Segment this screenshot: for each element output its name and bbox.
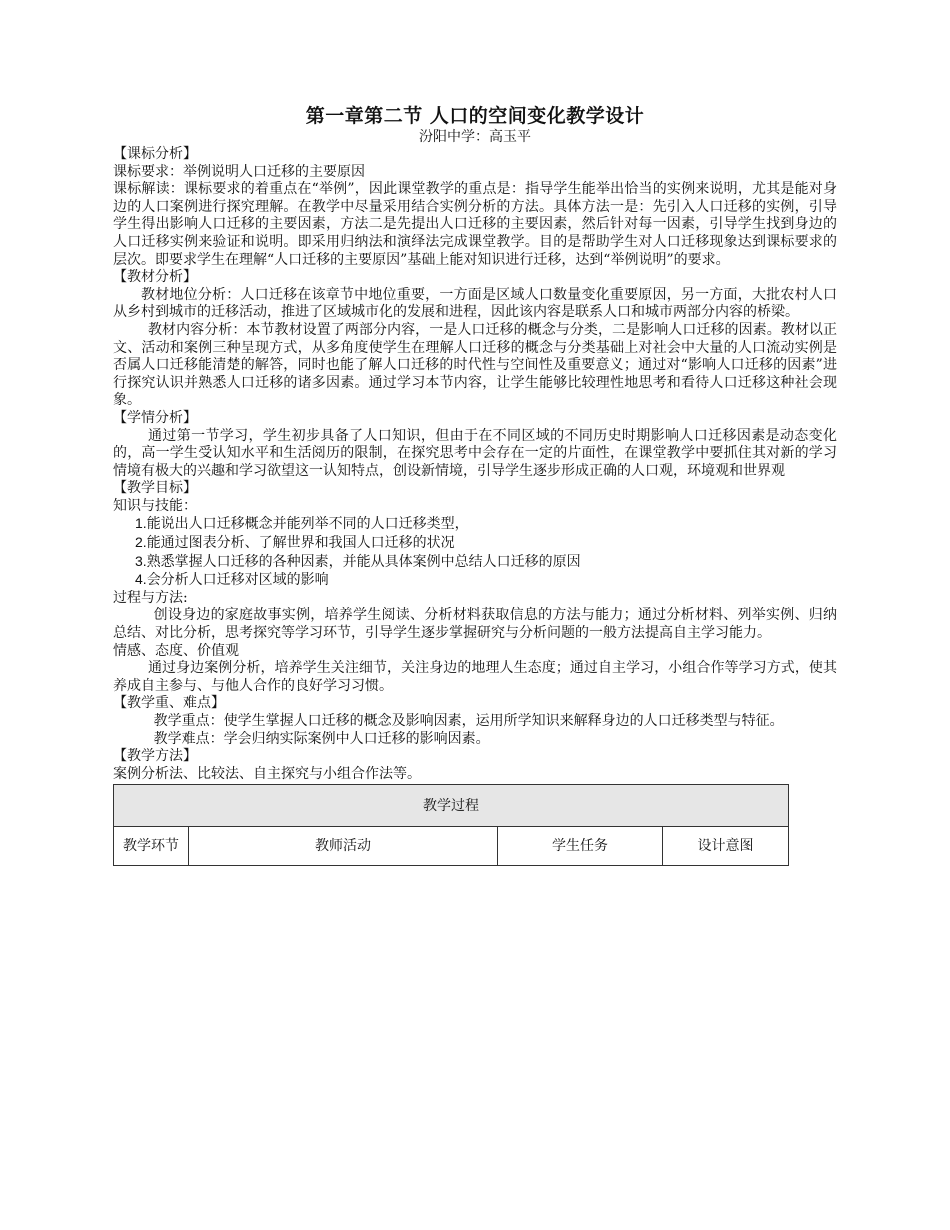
key-point: 教学重点：使学生掌握人口迁移的概念及影响因素，运用所学知识来解释身边的人口迁移类型与特征。 (153, 713, 784, 729)
knowledge-label: 知识与技能： (113, 497, 197, 514)
section-heading-zhongdian: 【教学重、难点】 (113, 695, 225, 712)
jiaocai-position: 教材地位分析：人口迁移在该章节中地位重要，一方面是区域人口数量变化重要原因，另一方面，大批农村人口从乡村到城市的迁移活动，推进了区域城市化的发展和进程，因此该内容是联系人口和城市两部分内容的桥梁。 (113, 286, 837, 321)
knowledge-item: 3.熟悉掌握人口迁移的各种因素，并能从具体案例中总结人口迁移的原因 (135, 552, 581, 570)
author-line: 汾阳中学：高玉平 (419, 129, 531, 145)
table-header-cell: 设计意图 (663, 827, 789, 866)
kebiao-interpretation: 课标解读：课标要求的着重点在“举例”，因此课堂教学的重点是：指导学生能举出恰当的实例来说明，尤其是能对身边的人口案例进行探究理解。在教学中尽量采用结合实例分析的方法。具体方法一是：先引入人口迁移的实例，引导学生得出影响人口迁移的主要因素，方法二是先提出人口迁移的主要因素，然后针对每一因素，引导学生找到身边的人口迁移实例来验证和说明。即采用归纳法和演绎法完成课堂教学。目的是帮助学生对人口迁移现象达到课标要求的层次。即要求学生在理解“人口迁移的主要原因”基础上能对知识进行迁移，达到“举例说明”的要求。 (113, 181, 837, 268)
knowledge-item: 1.能说出人口迁移概念并能列举不同的人口迁移类型， (135, 515, 469, 533)
knowledge-item: 4.会分析人口迁移对区域的影响 (135, 571, 329, 589)
emotion-body: 通过身边案例分析，培养学生关注细节，关注身边的地理人生态度；通过自主学习，小组合作等学习方式，使其养成自主参与、与他人合作的良好学习习惯。 (113, 660, 837, 694)
table-header-cell: 教学环节 (114, 827, 189, 866)
process-label: 过程与方法: (113, 589, 188, 606)
section-heading-jiaocai: 【教材分析】 (113, 269, 197, 286)
process-body: 创设身边的家庭故事实例，培养学生阅读、分析材料获取信息的方法与能力；通过分析材料、列举实例、归纳总结、对比分析，思考探究等学习环节，引导学生逐步掌握研究与分析问题的一般方法提高自主学习能力。 (113, 607, 837, 642)
process-table (113, 784, 789, 866)
difficult-point: 教学难点：学会归纳实际案例中人口迁移的影响因素。 (153, 730, 490, 747)
table-header-cell: 学生任务 (498, 827, 663, 866)
section-heading-kebiao: 【课标分析】 (113, 146, 197, 162)
section-heading-xueqing: 【学情分析】 (113, 409, 197, 426)
table-title: 教学过程 (114, 785, 789, 827)
table-header-cell: 教师活动 (189, 827, 498, 866)
section-heading-mubiao: 【教学目标】 (113, 480, 197, 497)
knowledge-item: 2.能通过图表分析、了解世界和我国人口迁移的状况 (135, 534, 455, 552)
emotion-label: 情感、态度、价值观 (113, 642, 239, 659)
method-body: 案例分析法、比较法、自主探究与小组合作法等。 (113, 765, 421, 782)
page-title: 第一章第二节 人口的空间变化教学设计 (305, 105, 645, 127)
jiaocai-content: 教材内容分析：本节教材设置了两部分内容，一是人口迁移的概念与分类，二是影响人口迁移的因素。教材以正文、活动和案例三种呈现方式，从多角度使学生在理解人口迁移的概念与分类基础上对社会中大量的人口流动实例是否属人口迁移能清楚的解答，同时也能了解人口迁移的时代性与空间性及重要意义；通过对“影响人口迁移的因素”进行探究认识并熟悉人口迁移的诸多因素。通过学习本节内容，让学生能够比较理性地思考和看待人口迁移这种社会现象。 (113, 321, 837, 409)
section-heading-fangfa: 【教学方法】 (113, 748, 197, 765)
document (113, 104, 837, 866)
kebiao-requirement: 课标要求：举例说明人口迁移的主要原因 (113, 163, 365, 180)
xueqing-body: 通过第一节学习，学生初步具备了人口知识，但由于在不同区域的不同历史时期影响人口迁移因素是动态变化的，高一学生受认知水平和生活阅历的限制，在探究思考中会存在一定的片面性，在课堂教学中要抓住其对新的学习情境有极大的兴趣和学习欲望这一认知特点，创设新情境，引导学生逐步形成正确的人口观，环境观和世界观 (113, 427, 837, 479)
